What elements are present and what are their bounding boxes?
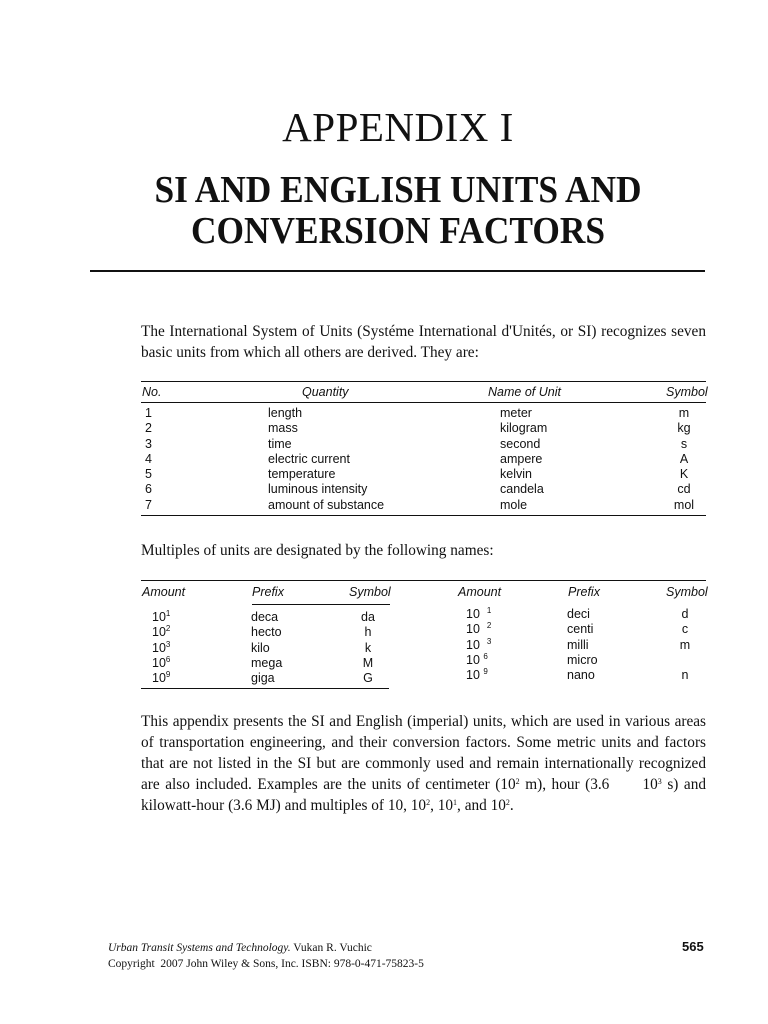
symbol-column (356, 610, 380, 686)
table-cell: 2 (145, 421, 152, 436)
table-cell: time (268, 436, 292, 451)
closing-paragraph: This appendix presents the SI and English (imperial) units, which are used in various areas of transportation engineering, and their conversion factors. Some metric units and factors that are not listed in the SI but are commonly used and remain internationally recognized are also included. Examples are the units of centimeter ($10^2$ m), hour (3.6 $10^3$ s) and kilowatt-hour (3.6 MJ) and multiples of 10, $10^2$, $10^1$, and $10^2$. (141, 713, 706, 814)
table-cell: s (680, 436, 688, 451)
table-cell: kelvin (500, 467, 532, 482)
col-header-no: No. (142, 385, 162, 399)
table-cell: 10 $^1$ (466, 606, 492, 621)
table-cell: 6 (145, 482, 152, 497)
table-cell: centi (567, 622, 594, 637)
table-cell: k (364, 640, 372, 655)
table-cell: $10^6$ (152, 654, 171, 670)
table-cell: hecto (251, 625, 282, 640)
table-cell: A (679, 451, 689, 466)
col-header-quantity: Quantity (302, 385, 349, 399)
table-cell: luminous intensity (268, 482, 368, 497)
table-bottom-rule (141, 515, 706, 516)
col-header-symbol: Symbol (666, 585, 708, 599)
title-rule (90, 270, 705, 272)
table-cell: $10^1$ (152, 609, 171, 624)
table-cell: 1 (145, 406, 152, 420)
table-cell: ampere (500, 451, 543, 466)
table-cell: electric current (268, 451, 350, 466)
prefix-column (251, 610, 282, 686)
no-column (145, 406, 152, 513)
book-title: Urban Transit Systems and Technology. (108, 942, 291, 954)
table-cell: cd (677, 482, 691, 497)
col-header-prefix: Prefix (252, 585, 284, 599)
amount-column (152, 610, 170, 686)
table-top-rule (141, 381, 706, 382)
table-cell: m (679, 637, 691, 652)
quantity-column (268, 406, 384, 513)
table-cell: $10^3$ (152, 639, 171, 655)
title-line-2: CONVERSION FACTORS (190, 210, 605, 252)
page-title (28, 170, 768, 252)
table-cell: candela (500, 482, 544, 497)
appendix-label: APPENDIX I (282, 104, 514, 150)
table-cell: $10^2$ (152, 624, 171, 640)
table-cell: 3 (145, 436, 152, 451)
table-header-rule (252, 604, 390, 605)
table-cell: 10 $^9$ (466, 667, 488, 683)
table-cell: giga (251, 671, 275, 686)
copyright-line: Copyright 2007 John Wiley & Sons, Inc. ISBN: 978-0-471-75823-5 (108, 957, 424, 970)
table-cell: micro (567, 652, 598, 667)
col-header-unit-name: Name of Unit (488, 385, 561, 399)
table-cell: 10 $^6$ (466, 651, 488, 667)
table-cell: mega (251, 655, 283, 670)
table-cell: 5 (145, 467, 152, 482)
table-cell: nano (567, 668, 595, 683)
col-header-symbol: Symbol (349, 585, 391, 599)
table-cell: temperature (268, 467, 336, 482)
table-cell: K (679, 467, 689, 482)
table-cell: mass (268, 421, 298, 436)
table-cell: n (681, 668, 689, 683)
table-cell: mol (673, 497, 695, 512)
table-cell: m (678, 406, 690, 420)
table-header-rule (141, 402, 706, 403)
multiples-intro: Multiples of units are designated by the following names: (141, 542, 494, 559)
table-cell: length (268, 406, 303, 420)
col-header-symbol: Symbol (666, 385, 708, 399)
table-cell: kilogram (500, 421, 548, 436)
table-cell: deca (251, 610, 279, 624)
table-cell: kg (677, 421, 691, 436)
table-cell: c (681, 622, 689, 637)
book-citation (108, 941, 424, 957)
page-footer (108, 941, 424, 972)
table-bottom-rule (141, 688, 389, 689)
table-cell: mole (500, 497, 528, 512)
table-top-rule (141, 580, 706, 581)
table-cell: d (681, 607, 689, 621)
table-cell: da (361, 610, 375, 624)
table-cell (673, 653, 697, 668)
col-header-amount: Amount (142, 585, 186, 599)
table-cell: kilo (251, 640, 270, 655)
table-cell: meter (500, 406, 532, 420)
table-cell: M (362, 655, 374, 670)
table-cell: 10 $^3$ (466, 636, 492, 652)
table-cell: 4 (145, 451, 152, 466)
table-cell: deci (567, 607, 590, 621)
table-cell: h (364, 625, 372, 640)
table-cell: G (363, 671, 373, 686)
title-line-1: SI AND ENGLISH UNITS AND (154, 169, 642, 211)
table-cell: 10 $^2$ (466, 621, 492, 637)
book-author: Vukan R. Vuchic (290, 942, 372, 954)
prefix-column (567, 607, 598, 683)
unit-name-column (500, 406, 547, 513)
table-cell: milli (567, 637, 589, 652)
col-header-amount: Amount (458, 585, 502, 599)
intro-paragraph: The International System of Units (Systéme International d'Unités, or SI) recognizes seven basic units from which all others are derived. They are: (141, 323, 706, 361)
table-cell: $10^9$ (152, 670, 171, 686)
page-number: 565 (682, 939, 704, 954)
table-cell: second (500, 436, 541, 451)
col-header-prefix: Prefix (568, 585, 600, 599)
table-cell: amount of substance (268, 497, 385, 512)
table-cell: 7 (145, 497, 152, 512)
symbol-column (673, 607, 697, 683)
amount-column (466, 607, 491, 683)
symbol-column (664, 406, 704, 513)
